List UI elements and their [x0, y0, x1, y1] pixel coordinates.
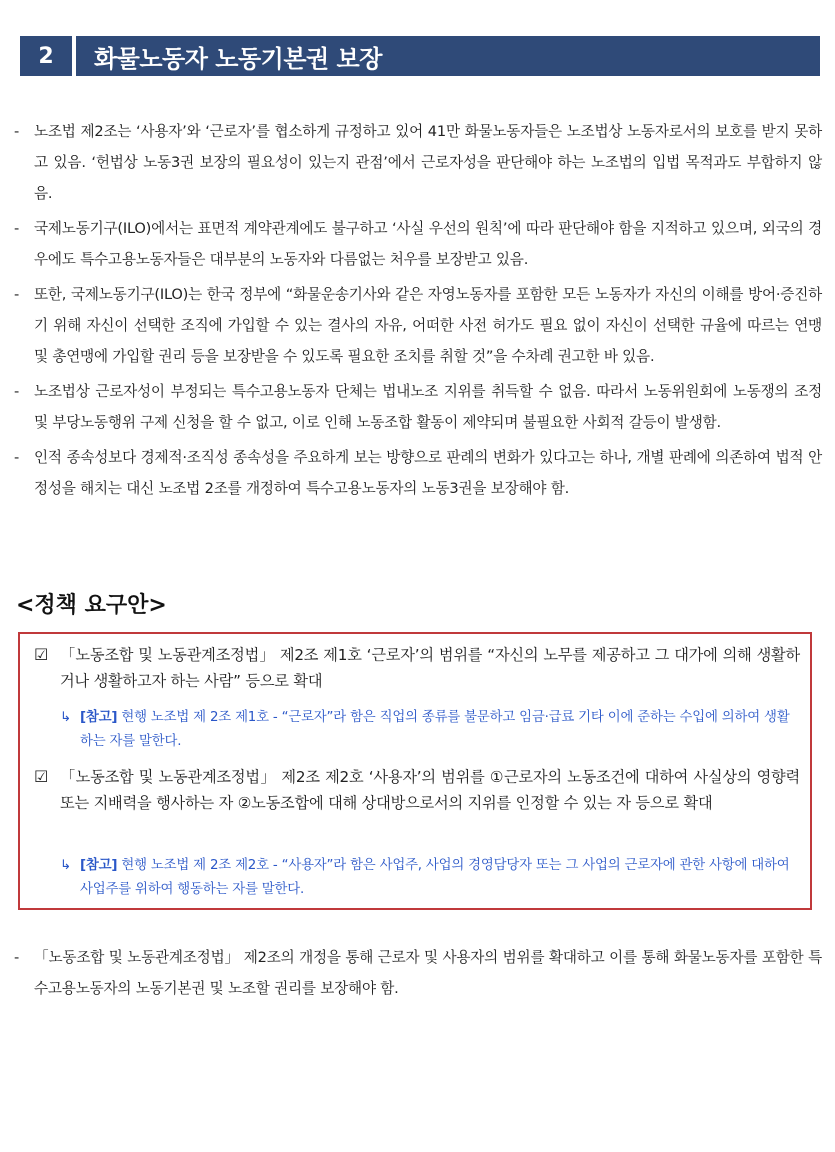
- bullet-dash: -: [14, 449, 20, 466]
- reference-label: [참고]: [80, 710, 118, 725]
- closing-section: [14, 942, 822, 1008]
- closing-paragraph: [14, 942, 822, 1004]
- bullet-dash: -: [14, 383, 20, 400]
- paragraph: [14, 442, 822, 504]
- paragraph-text: 노조법상 근로자성이 부정되는 특수고용노동자 단체는 법내노조 지위를 취득할 수 없음. 따라서 노동위원회에 노동쟁의 조정 및 부당노동행위 구제 신청을 할 수 없고, 이로 인해 노동조합 활동이 제약되며 불필요한 사회적 갈등이 발생함.: [34, 383, 822, 431]
- reference-note: [60, 854, 800, 902]
- bullet-dash: -: [14, 123, 20, 140]
- policy-box: [18, 632, 812, 910]
- return-arrow-icon: ↳: [60, 710, 72, 725]
- policy-item-text: 「노동조합 및 노동관계조정법」 제2조 제2호 ‘사용자’의 범위를 ①근로자의 노동조건에 대하여 사실상의 영향력 또는 지배력을 행사하는 자 ②노동조합에 대해 상대방으로서의 지위를 인정할 수 있는 자 등으로 확대: [60, 768, 800, 812]
- bullet-dash: -: [14, 949, 20, 966]
- paragraph: [14, 376, 822, 438]
- paragraph-text: 국제노동기구(ILO)에서는 표면적 계약관계에도 불구하고 ‘사실 우선의 원칙’에 따라 판단해야 함을 지적하고 있으며, 외국의 경우에도 특수고용노동자들은 대부분의 노동자와 다름없는 처우를 보장받고 있음.: [34, 220, 822, 268]
- paragraph-text: 인적 종속성보다 경제적·조직성 종속성을 주요하게 보는 방향으로 판례의 변화가 있다고는 하나, 개별 판례에 의존하여 법적 안정성을 해치는 대신 노조법 2조를 개정하여 특수고용노동자의 노동3권을 보장해야 함.: [34, 449, 822, 497]
- paragraph: [14, 213, 822, 275]
- bullet-dash: -: [14, 286, 20, 303]
- paragraph-text: 또한, 국제노동기구(ILO)는 한국 정부에 “화물운송기사와 같은 자영노동자를 포함한 모든 노동자가 자신의 이해를 방어·증진하기 위해 자신이 선택한 조직에 가입할 수 있는 결사의 자유, 어떠한 사전 허가도 필요 없이 자신이 선택한 규율에 따르는 연맹 및 총연맹에 가입할 권리 등을 보장받을 수 있도록 필요한 조치를 취할 것”을 수차례 권고한 바 있음.: [34, 286, 822, 365]
- section-number: 2: [38, 43, 54, 69]
- reference-note: [60, 706, 800, 754]
- policy-item: [34, 642, 800, 694]
- paragraph-text: 노조법 제2조는 ‘사용자’와 ‘근로자’를 협소하게 규정하고 있어 41만 화물노동자들은 노조법상 노동자로서의 보호를 받지 못하고 있음. ‘헌법상 노동3권 보장의 필요성이 있는지 관점’에서 근로자성을 판단해야 하는 노조법의 입법 목적과도 부합하지 않음.: [34, 123, 822, 202]
- paragraph: [14, 116, 822, 209]
- checkbox-icon: ☑: [34, 767, 49, 786]
- body-paragraphs: [14, 116, 822, 508]
- reference-text: 현행 노조법 제 2조 제2호 - “사용자”라 함은 사업주, 사업의 경영담당자 또는 그 사업의 근로자에 관한 사항에 대하여 사업주를 위하여 행동하는 자를 말한다.: [80, 858, 790, 897]
- policy-item-text: 「노동조합 및 노동관계조정법」 제2조 제1호 ‘근로자’의 범위를 “자신의 노무를 제공하고 그 대가에 의해 생활하거나 생활하고자 하는 사람” 등으로 확대: [60, 646, 800, 690]
- header-divider: [72, 36, 76, 76]
- reference-text: 현행 노조법 제 2조 제1호 - “근로자”라 함은 직업의 종류를 불문하고 임금·급료 기타 이에 준하는 수입에 의하여 생활하는 자를 말한다.: [80, 710, 790, 749]
- reference-label: [참고]: [80, 858, 118, 873]
- paragraph-text: 「노동조합 및 노동관계조정법」 제2조의 개정을 통해 근로자 및 사용자의 범위를 확대하고 이를 통해 화물노동자를 포함한 특수고용노동자의 노동기본권 및 노조할 권리를 보장해야 함.: [34, 949, 822, 997]
- policy-heading: <정책 요구안>: [16, 593, 167, 618]
- checkbox-icon: ☑: [34, 645, 49, 664]
- paragraph: [14, 279, 822, 372]
- section-title: 화물노동자 노동기본권 보장: [94, 44, 382, 73]
- bullet-dash: -: [14, 220, 20, 237]
- return-arrow-icon: ↳: [60, 858, 72, 873]
- section-header: [20, 36, 820, 76]
- policy-item: [34, 764, 800, 816]
